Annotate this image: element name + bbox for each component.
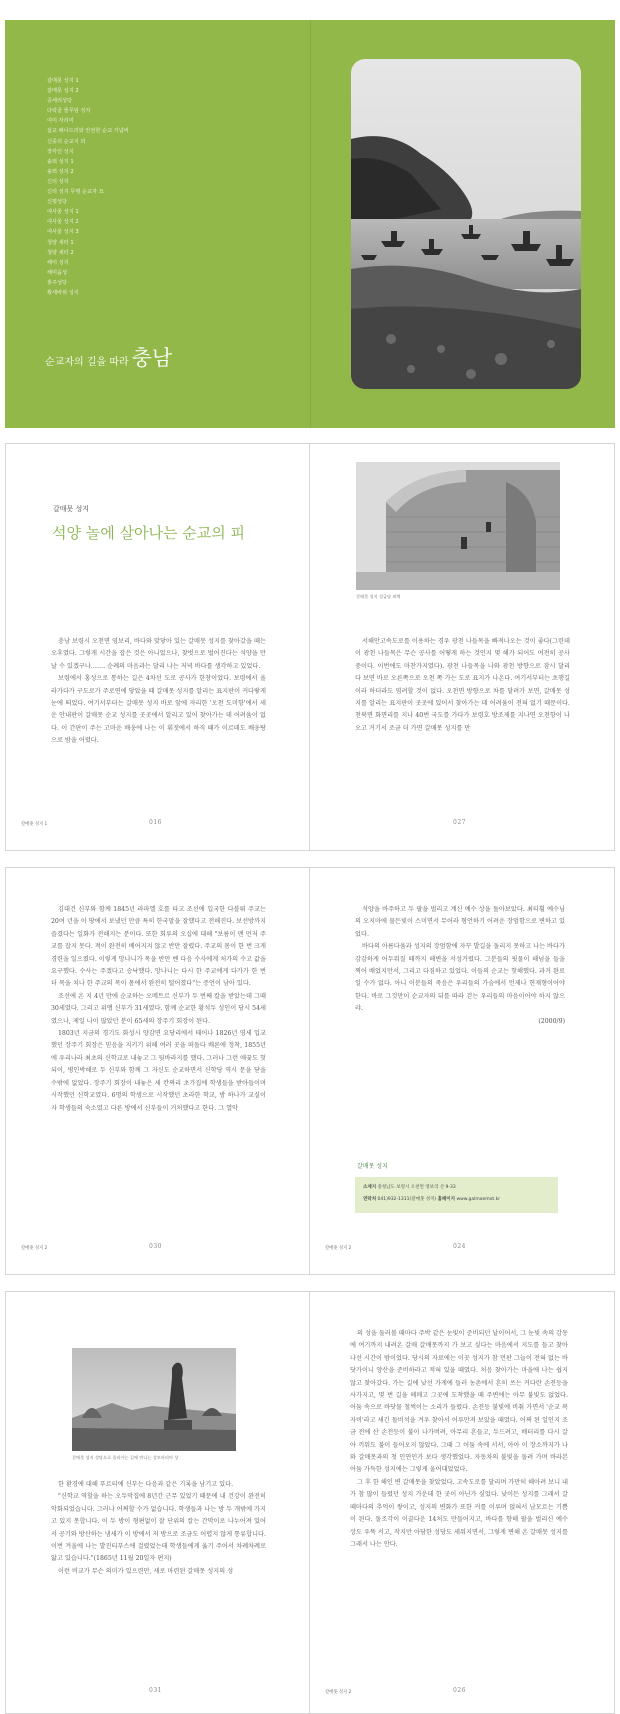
footer-label: 갈매못 성지 2 bbox=[21, 1246, 48, 1251]
paragraph: 서해안고속도로를 이용하는 경우 광천 나들목을 빠져나오는 것이 좋다(그린데 이 광천 나들목은 무슨 공사를 어떻게 하는 것인지 몇 해가 되어도 여전히 공사 중이다. 이번에도 마찬가지였다). 광천 나들목을 나와 광천 방향으로 잠시 달리다 보면 바로 오른쪽으로 오천 쪽 가는 도로 표지가 나온다. 여기서부터는 초행길이라 하더라도 염려할 것이 없다. 오천면 방향으로 차를 달려가 보면, 갈매못 성지를 알리는 표지판이 곳곳에 있어서 찾아가는 데 어려움이 전혀 없기 때문이다. 천북면 화면리를 지나 40번 국도를 가다가 보령호 방조제를 지나면 오천항이 나오고 거기서 조금 더 가면 갈매못 성지를 만 bbox=[355, 638, 570, 732]
cover-left-page bbox=[5, 20, 310, 428]
spread-galmaemot-3 bbox=[5, 1291, 615, 1714]
toc-item: 황새바위 성지 bbox=[47, 289, 79, 296]
photo-caption: 갈매못 성지 성급당 외벽 bbox=[356, 594, 401, 599]
page-016 bbox=[5, 443, 310, 851]
paragraph: 그 후 한 해인 변 갈매못을 찾았었다. 고속도로를 달리며 가만히 해아려 보니 내가 참 많이 들렸던 성지 가운데 한 곳이 아닌가 싶었다. 낮이든 성지를 그래서 갈 때마다의 추억이 쌓이고, 성지의 변화가 또한 커를 이루며 얹혀서 남모르는 기쁨이 된다. 돌조각이 이끌다운 14처도 만들어지고, 바다를 향해 팔을 벌리신 예수 상도 우뚝 서고, 작지만 아담한 성당도 세워지면서, 그렇게 변해 온 갈매못 성지를 그래서 나는 안다. bbox=[350, 1478, 568, 1548]
paragraph: 의 성을 둘러볼 때마다 주박 같은 눈빛이 준비되던 날이어서, 그 눈빛 속의 감동에 여기까지 내려온 갈매 갈매못까지 가 보고 싶다는 마음에서 지도를 들고 찾아 나선 시간이 밤이었다. 당시의 자료에는 이곳 성지가 참 먼판 그늘이 전혀 없는 바닷가이니 양산을 준비하라고 적혀 있을 때였다. 처음 찾아가는 마을에 나는 쉽지 않고 찾아갔다. 가는 길에 낮선 가게에 들러 농촌에서 흔히 쓰는 커다란 손전등을 사가지고, 몇 번 길을 헤매고 그곳에 도착했을 때 주변에는 아무 불빛도 없었다. 어둠 속으로 바닷물 철썩이는 소리가 들렸다. 손전등 불빛에 비춰 가면서 '순교 복자비'라고 새긴 돌비석을 겨우 찾아서 어루만져 보았을 때였다. 어쩌 된 일인지 조금 전에 산 손전등이 불이 나가버려, 아무리 흔들고, 두드려고, 배터리를 다시 갈아 끼워도 불이 들어오지 않았다. 그때 그 어둠 속에 서서, 아아 이 장소까지가 나와 갈매못과의 첫 인연인가 보다 생각했었다. 자동차의 불빛을 돌려 가며 바라본 어둠 가득한 성지에는 그렇게 울어대었었다. bbox=[350, 1330, 568, 1474]
info-box bbox=[355, 1177, 558, 1213]
paragraph: 석양을 바주하고 두 팔을 벌리고 계신 예수 상을 돌아보았다. 최티훨 예수님의 오지마에 물든빛이 스미면서 무어라 형언하기 어려운 장엄함으로 변하고 있었다. bbox=[355, 906, 565, 938]
toc-item: 갈매못 성지 2 bbox=[47, 88, 79, 95]
paragraph: 1803년 지금의 경기도 화성시 양감면 요당리에서 태어나 1826년 영세 입교했던 장주기 회장은 믿음을 지키기 위해 여러 곳을 떠돌다 배론에 정착, 1855년에 우리나라 최초의 신학교로 내놓고 그 뒷바라지를 했다. 그러나 그런 애꿎도 헛되이, 병인박해로 두 신부와 함께 그 자신도 순교하면서 신학당 역시 문을 닫을 수밖에 없었다. 장주기 회장이 내놓은 세 칸짜리 초가집에 학생들을 받아들이며 시작했던 신학교였다. 6명의 학생으로 시작했던 초라한 학교, 방 하나가 교실이자 학생들의 숙소였고 다른 방에서 신부들이 거처했다고 한다. 그 열악 bbox=[51, 1030, 266, 1112]
table-of-contents bbox=[47, 76, 129, 298]
info-homepage[interactable]: www.galmaemot.kr bbox=[456, 1197, 501, 1202]
toc-item: 신종의 순교지 외 bbox=[47, 138, 86, 145]
toc-item: 여사울 성지 1 bbox=[47, 209, 79, 216]
paragraph: 조선에 온 지 4년 만에 순교하는 오메트르 신부가 두 번째 칼을 받았는데 그때 30세였다. 그리고 위앵 신부가 31세였다. 함께 순교한 황석두 성인이 당시 54세였으나, 제일 나이 많았던 분이 65세의 장주기 회장이 된다. bbox=[51, 992, 266, 1025]
photo-stone-wall bbox=[356, 462, 560, 590]
paragraph: 충남 보령시 오천면 영보리, 바다와 맞닿아 있는 갈매못 성지를 찾아갔을 때는 오후였다. 그렇게 시간을 잡은 것은 아니었으나, 찾벗으로 벌어진다는 석양을 만날 수 있겠구나……. 순례의 마음과는 달리 나는 저녁 바다를 생각하고 있었다. bbox=[51, 638, 266, 670]
paragraph: 보령에서 홍성으로 통하는 길은 4차선 도로 공사가 한창이었다. 보령에서 올라가다가 구도로가 주로연에 닿았을 때 갈매못 성지를 알리는 표지판이 커다랗게 눈에 띄었다. 여기서부터는 갈매못 성지 바로 앞에 자리한 '오천 도미항'에서 세운 안내판이 갈매못 순교 성지를 곳곳에서 알리고 있어 찾아가는 데 어려움이 없다. 이 간판이 주는 고마운 배웅에 나는 이 휘젓에서 하직 때가 이르데도 배웅탕으로 밤을 어렸다. bbox=[51, 675, 266, 745]
body-text bbox=[51, 1479, 266, 1578]
page-number: 026 bbox=[453, 1687, 466, 1694]
footer-label: 갈매못 성지 1 bbox=[21, 822, 48, 827]
page-number: 027 bbox=[453, 819, 466, 826]
toc-item: 홍주성당 bbox=[47, 279, 68, 286]
page-number: 024 bbox=[453, 1243, 466, 1250]
photo-caption: 갈매못 성지 성당으로 올라가는 길에 만나는 성모마리아 상 bbox=[72, 1455, 179, 1460]
toc-item: 갈매못 성지 1 bbox=[47, 78, 79, 84]
body-text bbox=[51, 636, 266, 748]
paragraph: 바다의 아름다움과 성지의 장엄함에 자꾸 발길을 돌리지 못하고 나는 바다가 감감하게 어두워질 때까지 해변을 서성거렸다. 그분들의 핏물이 해넘을 들을 찍어 배었지만서, 그리고 다짐하고 있었다. 이들의 순교는 헛해했다. 과거 완료일 수가 없다. 아니 이분들의 죽음은 우리들의 가슴에서 언제나 현재형이어야 한다. 바로 그것만이 순교자의 뒤를 따라 걷는 우리들의 마음이어야 하지 않으랴. bbox=[355, 943, 565, 1013]
info-contact-row bbox=[363, 1196, 500, 1202]
page-026 bbox=[310, 1291, 615, 1714]
toc-item: 신리 성지 무명 순교자 묘 bbox=[47, 189, 104, 196]
section-label: 갈매못 성지 bbox=[53, 505, 90, 513]
paragraph-date: (2000/9) bbox=[538, 1017, 565, 1025]
cover-photo-harbor bbox=[351, 59, 581, 389]
body-text bbox=[355, 636, 570, 735]
toc-item: 해미읍성 bbox=[47, 269, 68, 276]
info-box-title: 갈매못 성지 bbox=[357, 1163, 388, 1170]
section-title: 석양 놀에 살아나는 순교의 피 bbox=[52, 524, 245, 542]
toc-item: 해미 성지 bbox=[47, 259, 69, 266]
toc-item: 신평성당 bbox=[47, 199, 68, 206]
body-text bbox=[350, 1328, 568, 1551]
info-homepage-label: 홈페이지 bbox=[437, 1197, 455, 1202]
info-address-label: 소재지 bbox=[363, 1185, 377, 1190]
footer-label: 갈매못 성지 2 bbox=[325, 1246, 352, 1251]
spread-galmaemot-2 bbox=[5, 867, 615, 1275]
paragraph: 한 환경에 대해 푸르티에 신부는 다음과 같은 기록을 남기고 있다. bbox=[58, 1481, 234, 1488]
toc-item: 솔뫼 성지 1 bbox=[47, 158, 74, 165]
page-027 bbox=[310, 443, 615, 851]
info-contact: 041)932-1311(갈매못 성지) bbox=[377, 1197, 437, 1202]
page-number: 030 bbox=[149, 1243, 162, 1250]
toc-item: 청양 새터 1 bbox=[47, 239, 74, 246]
cover-spread bbox=[5, 20, 615, 428]
cover-main-title: 충남 bbox=[131, 346, 173, 370]
info-address-row bbox=[363, 1184, 456, 1190]
toc-item: 삽교 배나드리와 안전한 순교 기념비 bbox=[47, 128, 129, 135]
info-contact-label: 연락처 bbox=[363, 1197, 377, 1202]
toc-item: 장각인 성지 bbox=[47, 148, 74, 155]
cover-subtitle: 순교자의 길을 따라 bbox=[45, 357, 129, 368]
photo-statue bbox=[72, 1348, 236, 1451]
toc-item: 공세리성당 bbox=[47, 98, 73, 105]
spread-galmaemot-1 bbox=[5, 443, 615, 851]
toc-item: 다락골 줄무덤 성지 bbox=[47, 108, 91, 115]
paragraph: "신학교 역할을 하는 오두막집에 8년간 근무 있었기 때문에 내 건강이 완전히 악화되었습니다. 그러나 어쩌할 수가 없습니다. 학생들과 나는 방 두 개밖에 가지고 있지 못합니다. 이 두 방이 형편없이 잘 단위의 칼는 간막이로 나누어져 있어서 공기와 방산하는 냄새가 이 방에서 저 방으로 조금도 어렵지 않게 통류합니다. 이번 겨울에 나는 발진티푸스에 걸렸었는데 학생들에게 옮기 주어서 차례차례로 앓고 있습니다."(1865년 11월 20일자 편지) bbox=[51, 1493, 266, 1563]
page-030 bbox=[5, 867, 310, 1275]
toc-item: 여미 자리미 bbox=[47, 118, 74, 125]
cover-title bbox=[45, 342, 172, 372]
page-031 bbox=[5, 1291, 310, 1714]
toc-item: 여사울 성지 2 bbox=[47, 219, 79, 226]
page-024 bbox=[310, 867, 615, 1275]
body-text bbox=[51, 904, 266, 1115]
toc-item: 청양 새터 2 bbox=[47, 249, 74, 256]
toc-item: 여사울 성지 3 bbox=[47, 229, 79, 236]
toc-item: 솔뫼 성지 2 bbox=[47, 168, 74, 175]
toc-item: 신리 성지 bbox=[47, 178, 69, 185]
page-number: 031 bbox=[149, 1687, 162, 1694]
body-text bbox=[355, 904, 565, 1028]
footer-label: 갈매못 성지 2 bbox=[325, 1690, 352, 1695]
paragraph: 이런 비교가 무슨 의미가 있으련만, 새로 마련된 갈매못 성지의 성 bbox=[58, 1567, 234, 1575]
info-address: 충청남도 보령시 오천면 영보리 산 9-33 bbox=[377, 1185, 456, 1190]
paragraph: 김대건 신부와 함께 1845년 라파엘 호를 타고 조선에 입국한 다블뤼 주교는 20여 년을 이 땅에서 보냈던 만큼 특히 한국말을 잘했다고 전해진다. 보선방까지 즐겼다는 일화가 전해지는 분이다. 또한 회루의 오십에 대해 "보름이 맨 먼저 주교를 잡지 못다. 적이 완전히 베어지지 않고 반만 잘렸다. 주교의 몸이 한 번 크게 경련을 일으켰다. 이렇게 망나니가 목을 반만 벤 다음 수사에게 처가의 수고 값을 요구했다. 수사는 주겠다고 승낙했다. 망나니는 다시 한 주교에게 다가가 한 번 더 목을 치나 한 주교의 목이 몸에서 완전히 떨어졌다"는 증언이 남아 있다. bbox=[51, 906, 266, 988]
page-number: 016 bbox=[149, 819, 162, 826]
